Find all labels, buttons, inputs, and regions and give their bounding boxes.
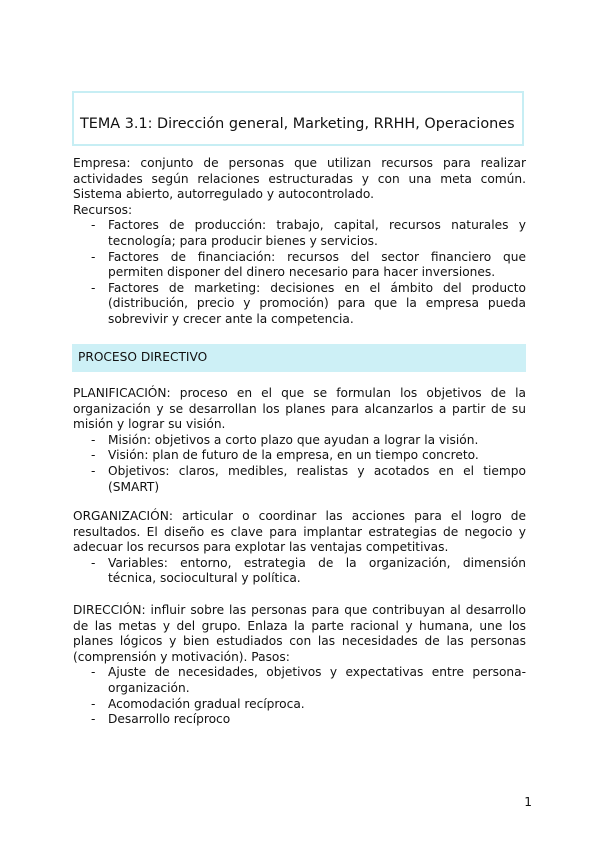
- planificacion-list: [73, 433, 526, 495]
- page-number: 1: [524, 795, 532, 809]
- planificacion-section: [73, 386, 526, 495]
- planificacion-text: PLANIFICACIÓN: proceso en el que se formulan los objetivos de la organización y se desarrollan los planes para alcanzarlos a partir de su misión y lograr su visión.: [73, 386, 526, 432]
- organizacion-text: ORGANIZACIÓN: articular o coordinar las acciones para el logro de resultados. El diseño es clave para implantar estrategias de negocio y adecuar los recursos para explotar las ventajas competitivas.: [73, 509, 526, 555]
- list-item: - Desarrollo recíproco: [73, 712, 526, 728]
- list-item: - Factores de marketing: decisiones en el ámbito del producto (distribución, precio y promoción) para que la empresa pueda sobrevivir y crecer ante la competencia.: [73, 281, 526, 328]
- list-item: - Misión: objetivos a corto plazo que ayudan a lograr la visión.: [73, 433, 526, 449]
- direccion-list: [73, 665, 526, 727]
- list-item: - Ajuste de necesidades, objetivos y expectativas entre persona-organización.: [73, 665, 526, 696]
- list-item: - Factores de financiación: recursos del sector financiero que permiten disponer del dinero necesario para hacer inversiones.: [73, 250, 526, 281]
- direccion-section: [73, 603, 526, 728]
- section-heading-band: [72, 344, 526, 372]
- list-item: - Factores de producción: trabajo, capital, recursos naturales y tecnología; para producir bienes y servicios.: [73, 218, 526, 249]
- section-heading: PROCESO DIRECTIVO: [78, 350, 208, 364]
- recursos-list: [73, 218, 526, 327]
- organizacion-section: [73, 509, 526, 587]
- list-item: - Variables: entorno, estrategia de la organización, dimensión técnica, sociocultural y política.: [73, 556, 526, 587]
- direccion-text: DIRECCIÓN: influir sobre las personas para que contribuyan al desarrollo de las metas y del grupo. Enlaza la parte racional y humana, une los planes lógicos y bien estudiados con las necesidades de las personas (comprensión y motivación). Pasos:: [73, 603, 526, 664]
- page-title: TEMA 3.1: Dirección general, Marketing, RRHH, Operaciones: [80, 116, 515, 132]
- list-item: - Acomodación gradual recíproca.: [73, 697, 526, 713]
- recursos-label: Recursos:: [73, 202, 133, 217]
- intro-section: [73, 156, 526, 328]
- empresa-definition: Empresa: conjunto de personas que utilizan recursos para realizar actividades según relaciones estructuradas y con una meta común. Sistema abierto, autorregulado y autocontrolado.: [73, 156, 526, 202]
- organizacion-list: [73, 556, 526, 587]
- list-item: - Visión: plan de futuro de la empresa, en un tiempo concreto.: [73, 448, 526, 464]
- list-item: - Objetivos: claros, medibles, realistas y acotados en el tiempo (SMART): [73, 464, 526, 495]
- title-box: [72, 91, 524, 146]
